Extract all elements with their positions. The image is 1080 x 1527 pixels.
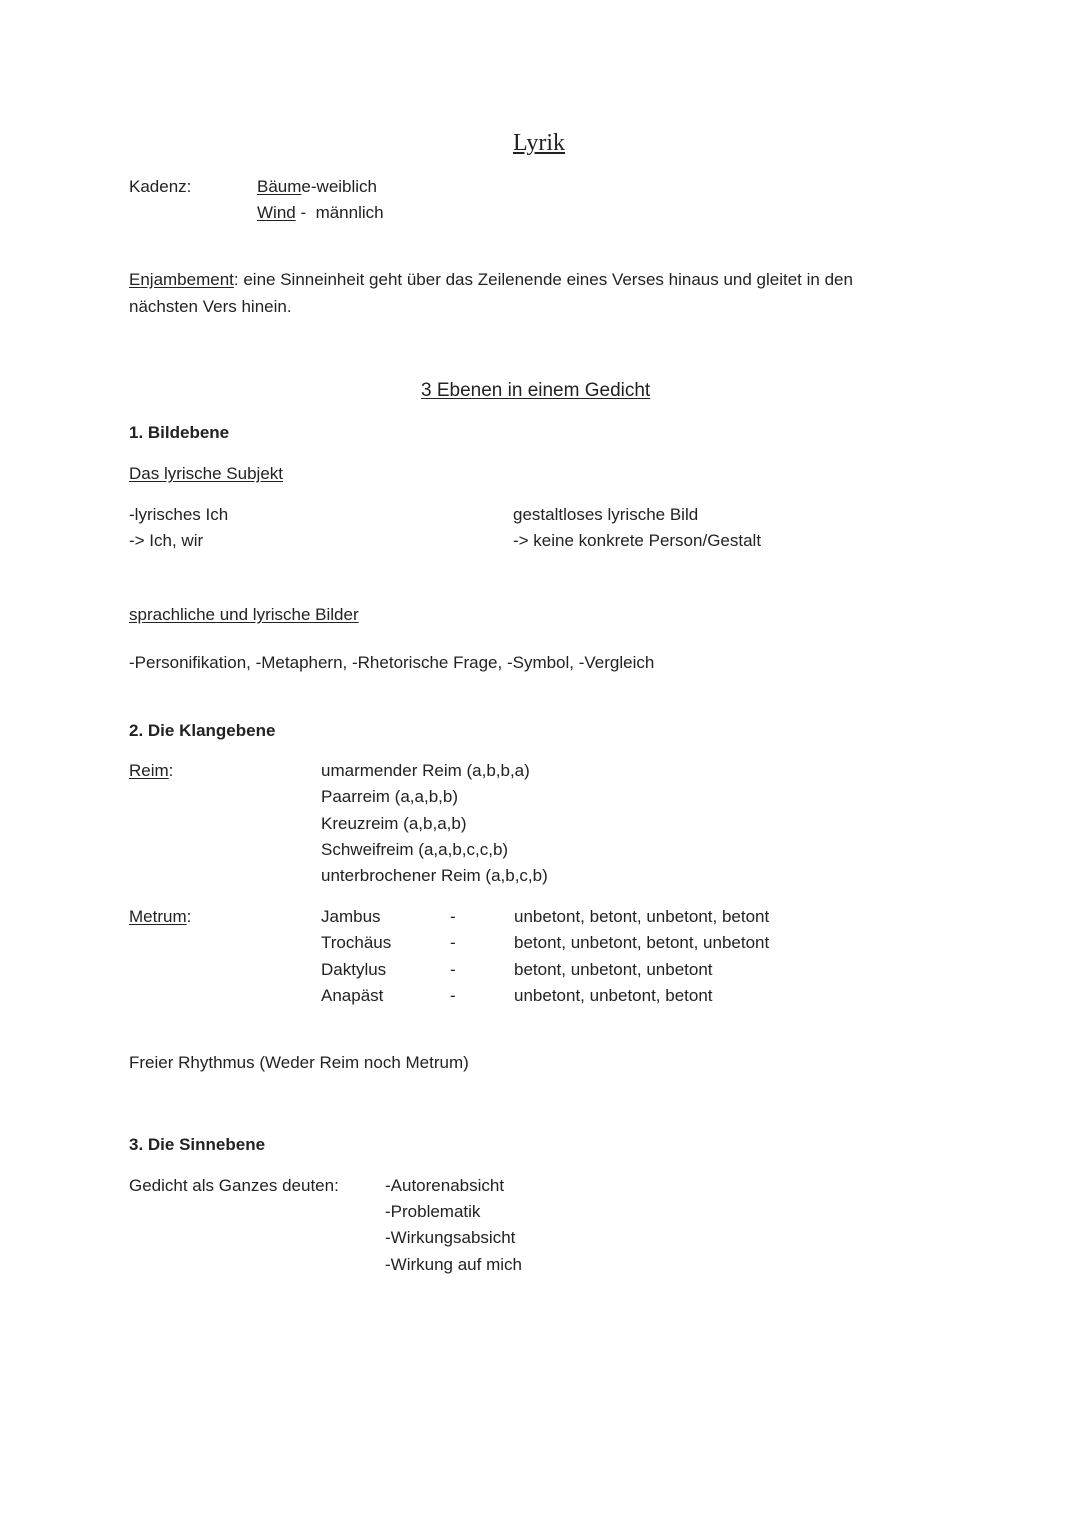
metrum-pattern: unbetont, betont, unbetont, betont	[514, 907, 770, 926]
reim-label	[129, 761, 173, 781]
metrum-name: Jambus	[321, 907, 381, 926]
kadenz-line-maennlich	[257, 203, 384, 223]
bilder-heading: sprachliche und lyrische Bilder	[129, 605, 359, 624]
kadenz-text-weiblich: e-weiblich	[301, 177, 378, 196]
sinnebene-item: -Wirkungsabsicht	[385, 1228, 516, 1247]
metrum-label-word: Metrum	[129, 907, 187, 926]
kadenz-text-maennlich: - männlich	[295, 203, 384, 222]
keine-person-line: -> keine konkrete Person/Gestalt	[513, 531, 762, 550]
kadenz-label: Kadenz:	[129, 177, 192, 196]
sinnebene-item: -Wirkung auf mich	[385, 1255, 522, 1274]
metrum-pattern: unbetont, unbetont, betont	[514, 986, 713, 1005]
ebenen-heading: 3 Ebenen in einem Gedicht	[421, 380, 651, 401]
ich-wir-line: -> Ich, wir	[129, 531, 204, 550]
metrum-pattern: betont, unbetont, betont, unbetont	[514, 933, 770, 952]
enjambement-line-1	[129, 270, 853, 290]
reim-item: umarmender Reim (a,b,b,a)	[321, 761, 530, 780]
kadenz-word-wind: Wind	[257, 203, 296, 222]
metrum-label	[129, 907, 191, 927]
metrum-name: Anapäst	[321, 986, 384, 1005]
section-3-heading: 3. Die Sinnebene	[129, 1135, 266, 1154]
bilder-list: -Personifikation, -Metaphern, -Rhetorische Frage, -Symbol, -Vergleich	[129, 653, 655, 672]
reim-label-word: Reim	[129, 761, 169, 780]
reim-item: Schweifreim (a,a,b,c,c,b)	[321, 840, 509, 859]
enjambement-definition: : eine Sinneinheit geht über das Zeilenende eines Verses hinaus und gleitet in den	[233, 270, 853, 289]
lyrisches-subjekt-heading: Das lyrische Subjekt	[129, 464, 284, 483]
metrum-dash: -	[450, 933, 456, 952]
metrum-label-colon: :	[186, 907, 192, 926]
page-title: Lyrik	[513, 130, 565, 156]
metrum-name: Trochäus	[321, 933, 392, 952]
kadenz-word-baeume: Bäum	[257, 177, 302, 196]
enjambement-line-2: nächsten Vers hinein.	[129, 297, 292, 316]
sinnebene-item: -Problematik	[385, 1202, 481, 1221]
metrum-pattern: betont, unbetont, unbetont	[514, 960, 713, 979]
reim-item: Kreuzreim (a,b,a,b)	[321, 814, 467, 833]
reim-item: Paarreim (a,a,b,b)	[321, 787, 458, 806]
lyrisches-ich-line: -lyrisches Ich	[129, 505, 229, 524]
metrum-dash: -	[450, 960, 456, 979]
enjambement-term: Enjambement	[129, 270, 234, 289]
reim-label-colon: :	[168, 761, 174, 780]
metrum-dash: -	[450, 907, 456, 926]
gedicht-deuten-label: Gedicht als Ganzes deuten:	[129, 1176, 339, 1195]
section-2-heading: 2. Die Klangebene	[129, 721, 276, 740]
kadenz-line-weiblich	[257, 177, 377, 197]
freier-rhythmus: Freier Rhythmus (Weder Reim noch Metrum)	[129, 1053, 469, 1072]
reim-item: unterbrochener Reim (a,b,c,b)	[321, 866, 548, 885]
metrum-dash: -	[450, 986, 456, 1005]
gestaltloses-bild-line: gestaltloses lyrische Bild	[513, 505, 699, 524]
sinnebene-item: -Autorenabsicht	[385, 1176, 505, 1195]
metrum-name: Daktylus	[321, 960, 387, 979]
section-1-heading: 1. Bildebene	[129, 423, 230, 442]
